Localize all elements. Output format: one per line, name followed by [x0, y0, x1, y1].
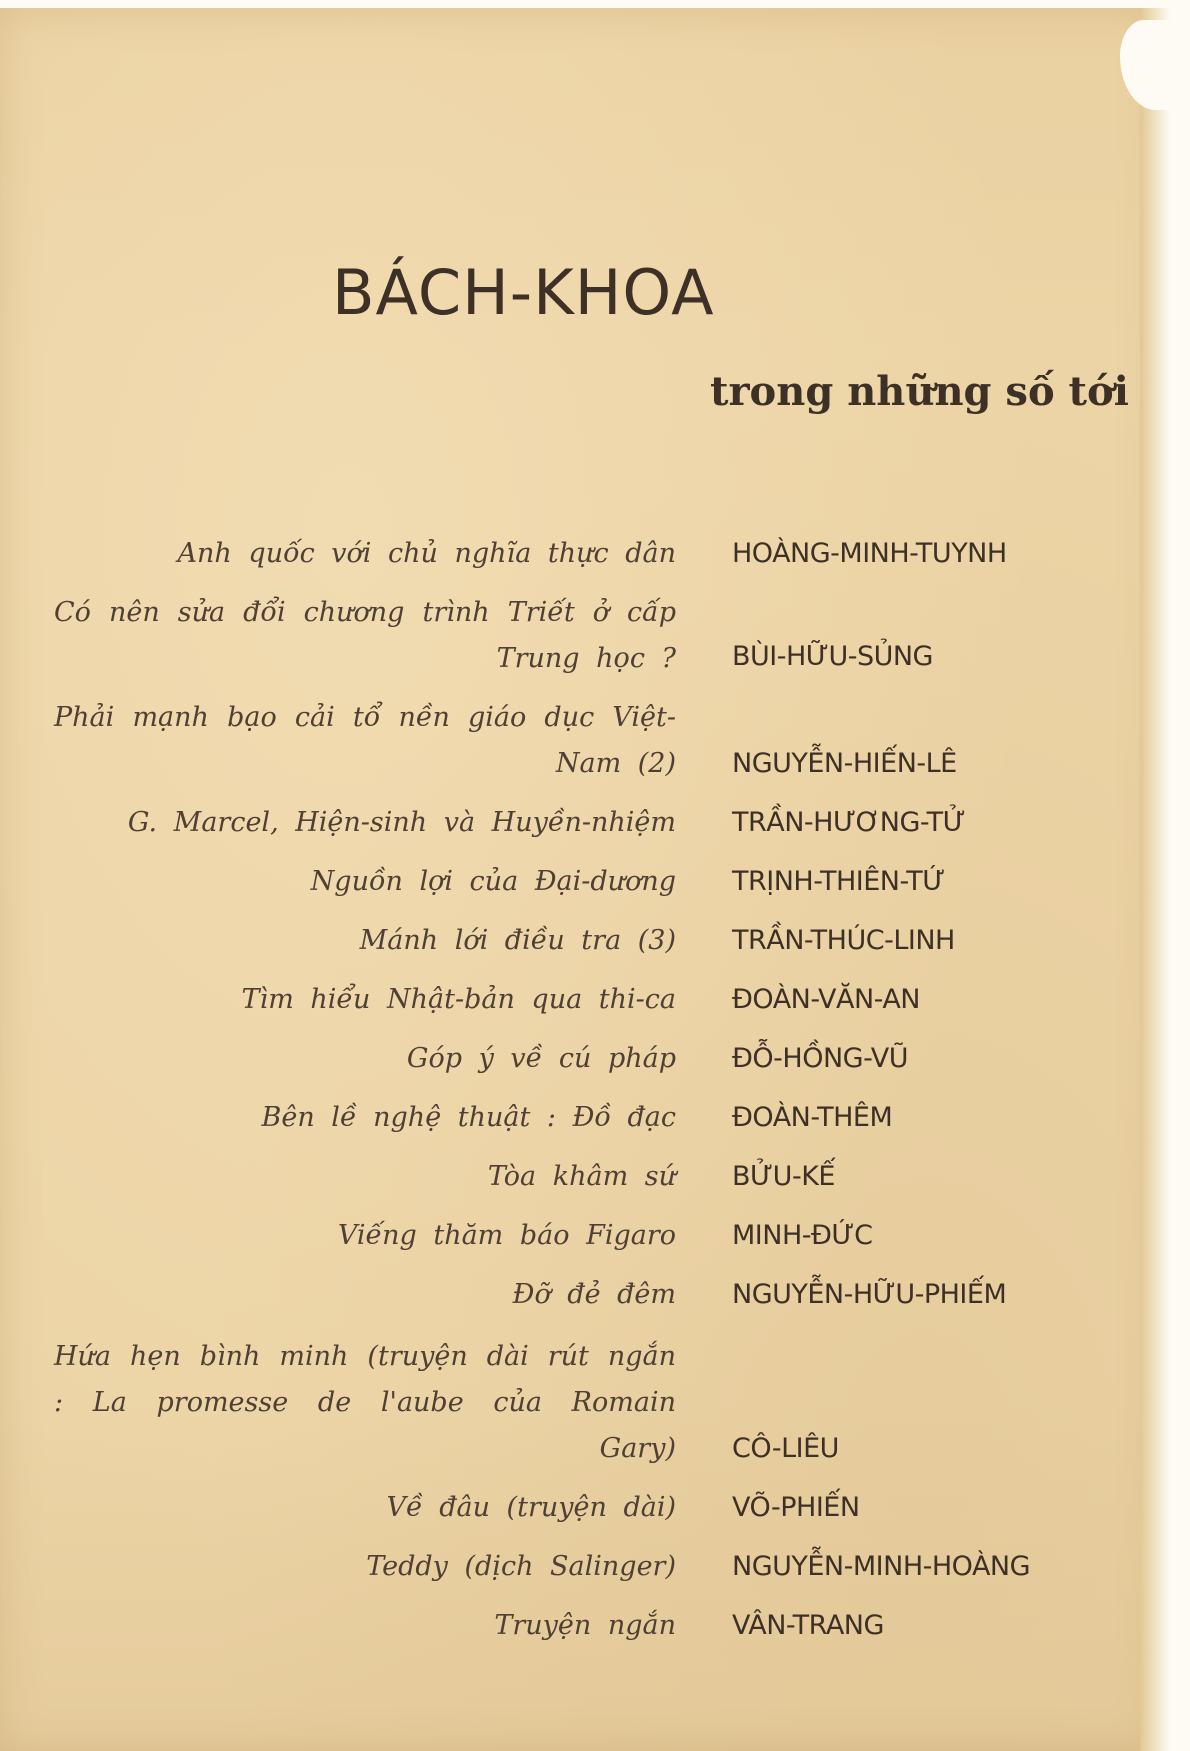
article-title: Góp ý về cú pháp [406, 1043, 676, 1074]
article-title: Đỡ đẻ đêm [512, 1279, 676, 1310]
article-author: MINH-ĐỨC [732, 1220, 873, 1251]
article-title: Có nên sửa đổi chương trình Triết ở cấp Trung học ? [54, 597, 676, 674]
article-author: TRỊNH-THIÊN-TỨ [732, 866, 945, 897]
article-author: ĐOÀN-VĂN-AN [732, 984, 920, 1015]
article-title: Viếng thăm báo Figaro [337, 1220, 676, 1251]
article-title: Tòa khâm sứ [487, 1161, 676, 1192]
article-author: TRẦN-HƯƠNG-TỬ [732, 807, 966, 838]
article-title: Nguồn lợi của Đại-dương [310, 866, 676, 897]
article-author: VÕ-PHIẾN [732, 1492, 860, 1523]
article-title: Hứa hẹn bình minh (truyện dài rút ngắn : La promesse de l'aube của Romain Gary) [54, 1341, 676, 1464]
article-title: Truyện ngắn [494, 1610, 676, 1641]
article-author: TRẦN-THÚC-LINH [732, 925, 955, 956]
article-author: NGUYỄN-HIẾN-LÊ [732, 748, 957, 779]
article-title: Anh quốc với chủ nghĩa thực dân [177, 538, 676, 569]
article-author: BÙI-HỮU-SỦNG [732, 641, 933, 672]
article-title: G. Marcel, Hiện-sinh và Huyền-nhiệm [127, 807, 676, 838]
page-title: BÁCH-KHOA [332, 256, 715, 329]
article-author: ĐOÀN-THÊM [732, 1102, 893, 1133]
article-title: Phải mạnh bạo cải tổ nền giáo dục Việt-Nam (2) [54, 702, 676, 779]
article-author: HOÀNG-MINH-TUYNH [732, 538, 1007, 569]
article-title: Về đâu (truyện dài) [386, 1492, 676, 1523]
article-author: CÔ-LIÊU [732, 1433, 839, 1464]
article-title: Tìm hiểu Nhật-bản qua thi-ca [241, 984, 676, 1015]
article-author: BỬU-KẾ [732, 1161, 835, 1192]
page-subtitle: trong những số tới [710, 368, 1129, 415]
article-author: NGUYỄN-HỮU-PHIẾM [732, 1279, 1007, 1310]
article-author: NGUYỄN-MINH-HOÀNG [732, 1551, 1031, 1582]
article-title: Bên lề nghệ thuật : Đồ đạc [261, 1102, 676, 1133]
article-author: ĐỖ-HỒNG-VŨ [732, 1043, 908, 1074]
article-title: Mánh lới điều tra (3) [359, 925, 676, 956]
article-title: Teddy (dịch Salinger) [366, 1551, 676, 1582]
article-author: VÂN-TRANG [732, 1610, 884, 1641]
